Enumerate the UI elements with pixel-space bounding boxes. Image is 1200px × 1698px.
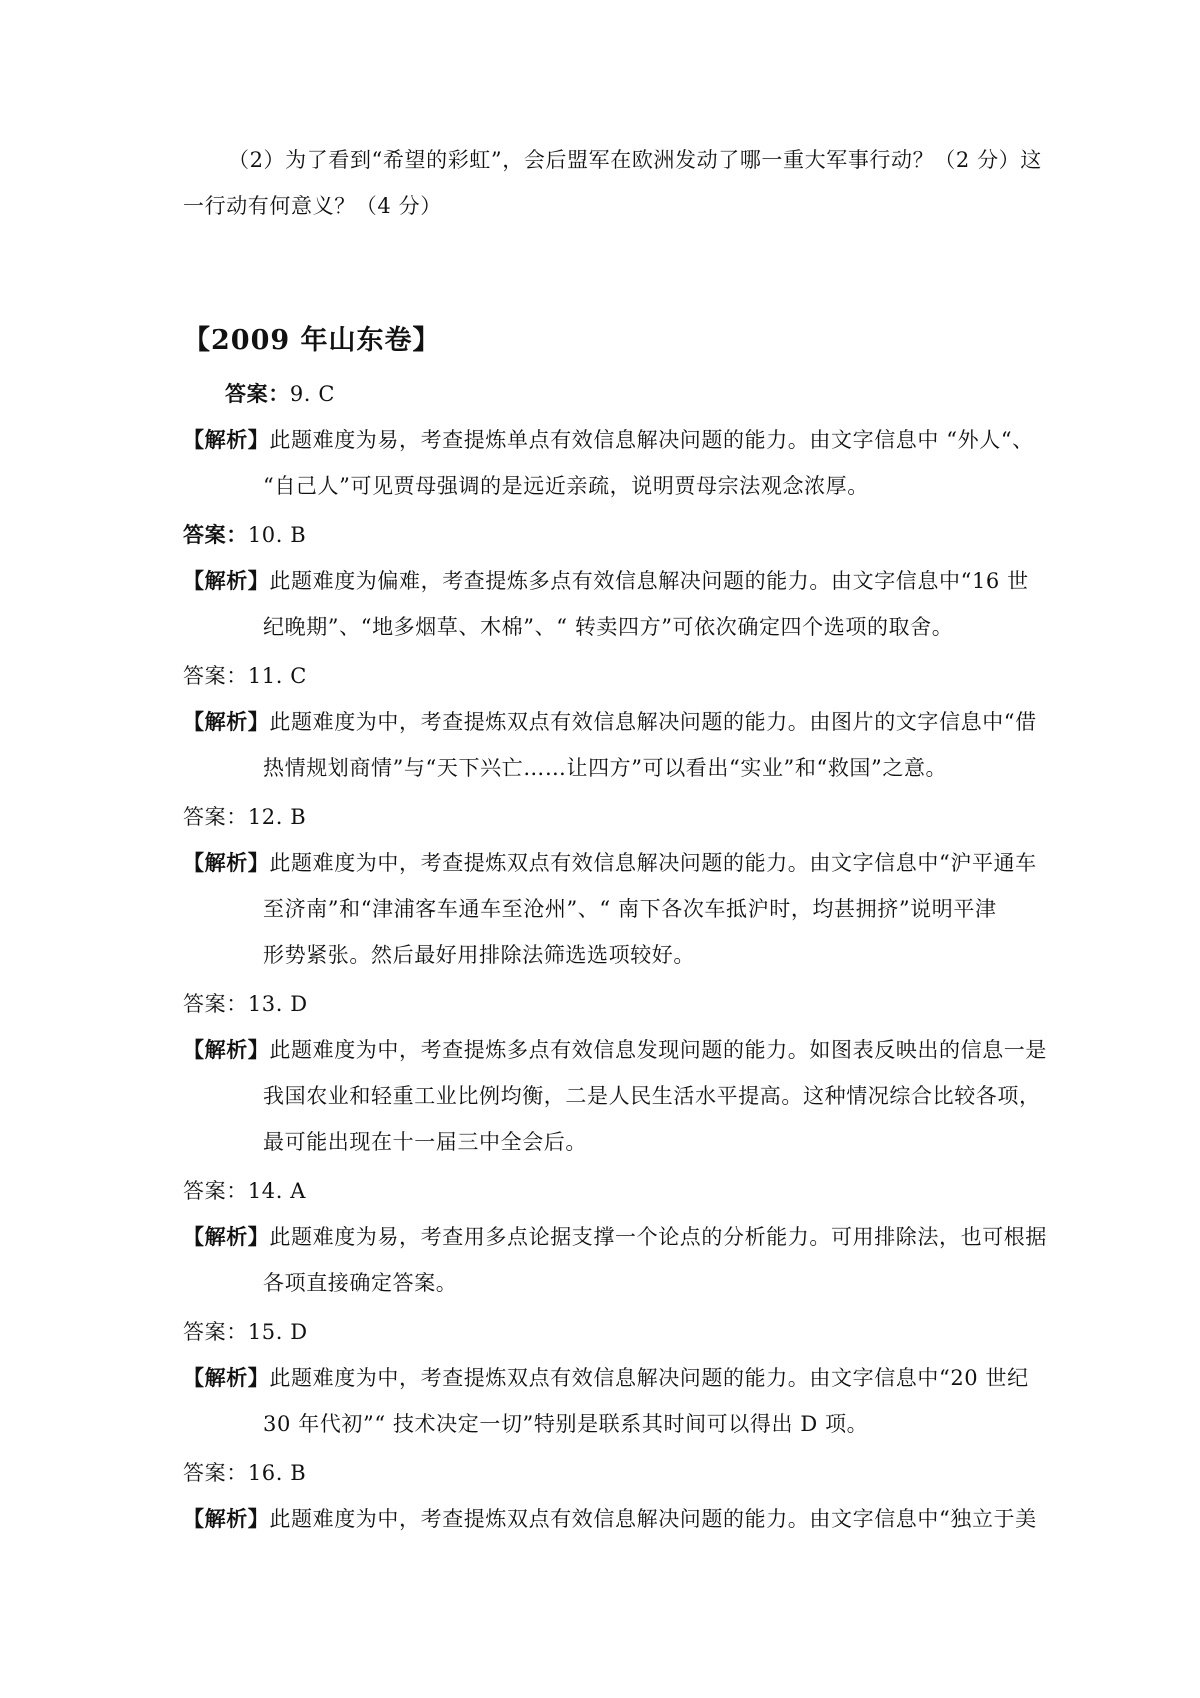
- answer-label: 答案：: [183, 522, 248, 547]
- answer-value: 13. D: [247, 992, 308, 1016]
- analysis-line: [183, 567, 1029, 595]
- analysis-line: [183, 1036, 1047, 1064]
- analysis-text: 我国农业和轻重工业比例均衡，二是人民生活水平提高。这种情况综合比较各项，: [263, 1084, 1041, 1108]
- analysis-label: 【解析】: [183, 709, 270, 734]
- answer-line: [183, 521, 306, 549]
- answer-label: 答案：: [183, 992, 248, 1016]
- analysis-label: 【解析】: [183, 850, 270, 875]
- analysis-text: 此题难度为易，考查提炼单点有效信息解决问题的能力。由文字信息中 “外人“、: [269, 428, 1034, 452]
- analysis-text: 此题难度为中，考查提炼多点有效信息发现问题的能力。如图表反映出的信息一是: [269, 1038, 1048, 1062]
- analysis-text: 最可能出现在十一届三中全会后。: [263, 1130, 587, 1154]
- question-line-1: （2）为了看到“希望的彩虹”，会后盟军在欧洲发动了哪一重大军事行动？（2 分）这: [228, 148, 1042, 172]
- answer-value: 9. C: [289, 382, 335, 406]
- analysis-line: [183, 426, 1034, 454]
- analysis-text: 此题难度为易，考查用多点论据支撑一个论点的分析能力。可用排除法，也可根据: [269, 1225, 1048, 1249]
- analysis-text: 形势紧张。然后最好用排除法筛选选项较好。: [263, 943, 695, 967]
- analysis-text: 至济南”和“津浦客车通车至沧州”、“ 南下各次车抵沪时，均甚拥挤”说明平津: [263, 897, 997, 921]
- analysis-line: [183, 1364, 1029, 1392]
- answer-label: 答案：: [183, 1461, 248, 1485]
- analysis-label: 【解析】: [183, 1365, 270, 1390]
- answer-line: [183, 1318, 308, 1346]
- analysis-text: “自己人”可见贾母强调的是远近亲疏，说明贾母宗法观念浓厚。: [263, 474, 869, 498]
- answer-value: 10. B: [247, 523, 307, 547]
- analysis-text: 各项直接确定答案。: [263, 1271, 458, 1295]
- analysis-line: [183, 708, 1037, 736]
- answer-label: 答案：: [183, 1320, 248, 1344]
- analysis-text: 此题难度为中，考查提炼双点有效信息解决问题的能力。由文字信息中“沪平通车: [269, 851, 1037, 875]
- answer-line: [183, 803, 306, 831]
- answer-line: [183, 990, 308, 1018]
- answer-value: 16. B: [247, 1461, 307, 1485]
- analysis-line: [183, 1223, 1047, 1251]
- analysis-text: 此题难度为中，考查提炼双点有效信息解决问题的能力。由文字信息中“20 世纪: [269, 1366, 1029, 1390]
- answer-label: 答案：: [183, 1179, 248, 1203]
- answer-value: 11. C: [247, 664, 307, 688]
- analysis-text: 纪晚期”、“地多烟草、木棉”、“ 转卖四方”可依次确定四个选项的取舍。: [263, 615, 954, 639]
- analysis-label: 【解析】: [183, 1037, 270, 1062]
- section-title: 【2009 年山东卷】: [183, 325, 441, 356]
- analysis-text: 30 年代初”“ 技术决定一切”特别是联系其时间可以得出 D 项。: [263, 1412, 869, 1436]
- answer-line: [183, 1459, 306, 1487]
- answer-label: 答案：: [183, 664, 248, 688]
- answer-line: [183, 662, 307, 690]
- analysis-label: 【解析】: [183, 427, 270, 452]
- answer-line: [183, 1177, 306, 1205]
- answer-label: 答案：: [183, 805, 248, 829]
- analysis-label: 【解析】: [183, 1506, 270, 1531]
- analysis-label: 【解析】: [183, 1224, 270, 1249]
- analysis-line: [183, 849, 1037, 877]
- analysis-label: 【解析】: [183, 568, 270, 593]
- analysis-text: 此题难度为中，考查提炼双点有效信息解决问题的能力。由文字信息中“独立于美: [269, 1507, 1037, 1531]
- analysis-text: 热情规划商情”与“天下兴亡……让四方”可以看出“实业”和“救国”之意。: [263, 756, 948, 780]
- answer-value: 15. D: [247, 1320, 308, 1344]
- question-line-2: 一行动有何意义？（4 分）: [183, 194, 442, 218]
- analysis-line: [183, 1505, 1037, 1533]
- answer-label: 答案：: [225, 381, 290, 406]
- answer-value: 14. A: [247, 1179, 307, 1203]
- analysis-text: 此题难度为偏难，考查提炼多点有效信息解决问题的能力。由文字信息中“16 世: [269, 569, 1029, 593]
- answer-value: 12. B: [247, 805, 307, 829]
- answer-line: [225, 380, 335, 408]
- analysis-text: 此题难度为中，考查提炼双点有效信息解决问题的能力。由图片的文字信息中“借: [269, 710, 1037, 734]
